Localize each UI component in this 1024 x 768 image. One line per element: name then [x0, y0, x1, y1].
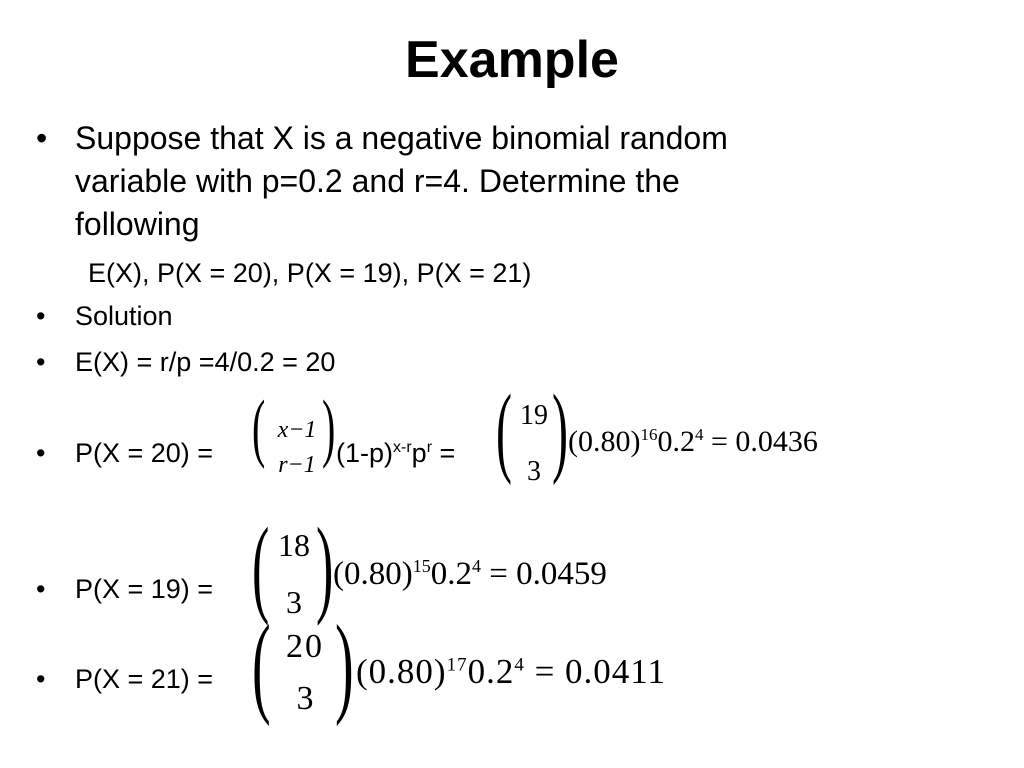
right-paren-icon: ) [322, 384, 336, 470]
p20-formula-exp2: r [426, 439, 433, 456]
p20-lhs: P(X = 20) = [75, 438, 214, 468]
p19-lhs: P(X = 19) = [75, 574, 214, 604]
left-paren-icon: ( [252, 508, 270, 628]
bullet-glyph: • [36, 120, 48, 156]
right-paren-icon: ) [552, 375, 568, 487]
expectation-line: E(X) = r/p =4/0.2 = 20 [75, 347, 336, 377]
p20-formula-p: p [411, 438, 427, 468]
p21-n-bottom: 3 [296, 680, 314, 717]
p20-exp-a: 16 [640, 425, 658, 444]
p19-exp-b: 4 [471, 556, 481, 576]
intro-line-2: variable with p=0.2 and r=4. Determine the [75, 163, 680, 199]
p19-factor: 0.2 [430, 556, 472, 592]
p20-expression [568, 425, 818, 459]
p21-exp-a: 17 [446, 654, 468, 676]
bullet-glyph: • [36, 574, 46, 604]
p20-formula-base: (1-p) [336, 438, 394, 468]
p19-n-top: 18 [278, 527, 310, 563]
p20-factor: 0.2 [657, 425, 695, 458]
p21-exp-b: 4 [514, 654, 525, 676]
solution-label: Solution [75, 301, 173, 331]
p20-binom-bottom: r−1 [278, 452, 316, 478]
p20-exp-b: 4 [694, 425, 704, 444]
bullet-glyph: • [36, 301, 46, 331]
p21-expression [356, 652, 666, 692]
p20-formula [336, 438, 455, 468]
p19-exp-a: 15 [412, 556, 431, 576]
slide-title: Example [405, 31, 619, 89]
p19-expression [333, 556, 607, 593]
bullet-glyph: • [36, 438, 46, 468]
p21-n-top: 20 [286, 628, 324, 665]
p20-formula-exp1: x-r [393, 439, 412, 456]
p21-lhs: P(X = 21) = [75, 664, 214, 694]
p20-n-bottom: 3 [527, 456, 541, 487]
p19-n-bottom: 3 [286, 584, 302, 620]
right-paren-icon: ) [335, 604, 354, 728]
intro-line-3: following [75, 206, 200, 242]
targets-line: E(X), P(X = 20), P(X = 19), P(X = 21) [88, 258, 532, 288]
bullet-glyph: • [36, 347, 46, 377]
left-paren-icon: ( [252, 604, 271, 728]
left-paren-icon: ( [496, 375, 512, 487]
p20-formula-equals: = [439, 438, 456, 468]
p21-result: = 0.0411 [534, 652, 667, 691]
p19-result: = 0.0459 [489, 556, 607, 592]
p20-result: = 0.0436 [710, 425, 818, 458]
intro-line-1: Suppose that X is a negative binomial random [75, 120, 728, 156]
p19-base: (0.80) [333, 556, 413, 592]
p20-base: (0.80) [568, 425, 641, 458]
right-paren-icon: ) [316, 508, 334, 628]
left-paren-icon: ( [252, 384, 266, 470]
p21-factor: 0.2 [467, 652, 515, 691]
p20-binom-top: x−1 [277, 417, 317, 443]
bullet-glyph: • [36, 664, 46, 694]
p20-n-top: 19 [520, 400, 548, 431]
p21-base: (0.80) [356, 652, 447, 691]
